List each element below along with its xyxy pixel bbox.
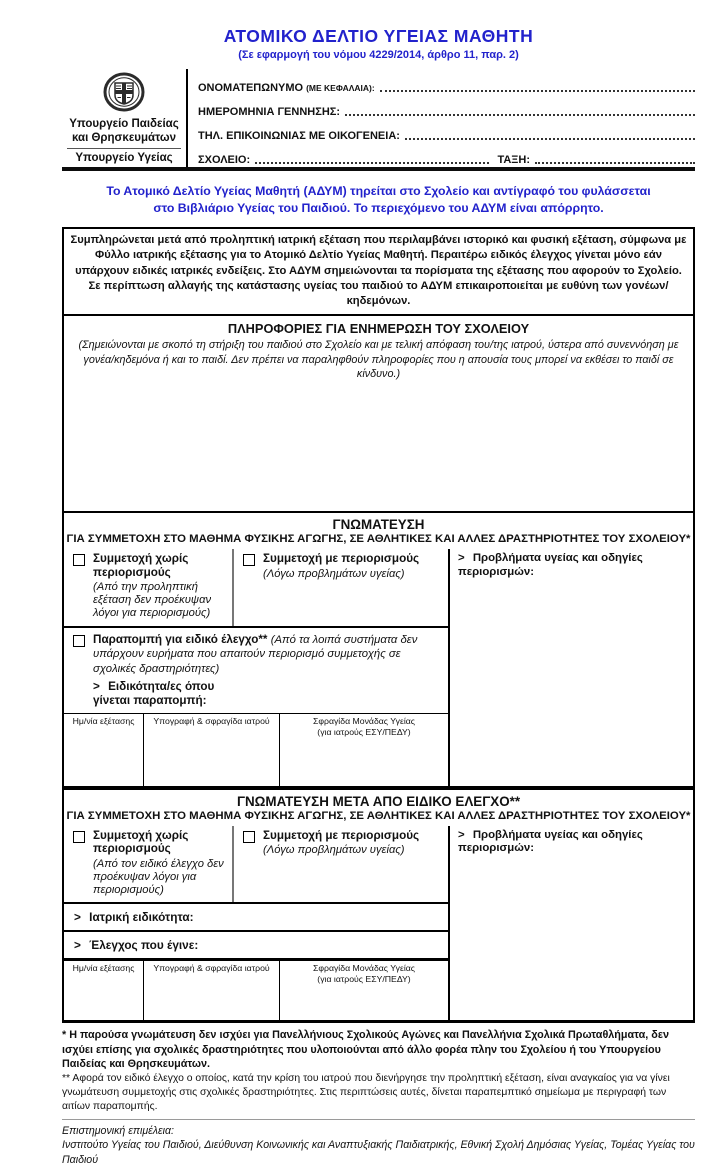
assessment1-problems-column xyxy=(448,549,693,786)
grade-label: ΤΑΞΗ: xyxy=(497,154,530,166)
phone-label: ΤΗΛ. ΕΠΙΚΟΙΝΩΝΙΑΣ ΜΕ ΟΙΚΟΓΕΝΕΙΑ: xyxy=(198,130,400,142)
school-label: ΣΧΟΛΕΙΟ: xyxy=(198,154,251,166)
signature-cell-date[interactable] xyxy=(64,714,144,786)
signature-cell-doctor[interactable] xyxy=(144,714,280,786)
hellenic-republic-emblem-icon xyxy=(98,70,150,116)
option2-with-restrictions-note: (Λόγω προβλημάτων υγείας) xyxy=(263,844,405,857)
school-info-title: ΠΛΗΡΟΦΟΡΙΕΣ ΓΙΑ ΕΝΗΜΕΡΩΣΗ ΤΟΥ ΣΧΟΛΕΙΟΥ xyxy=(227,321,530,337)
assessment1-option-row xyxy=(64,549,448,628)
sig2-stamp-header-line2: (για ιατρούς ΕΣΥ/ΠΕΔΥ) xyxy=(317,974,411,985)
birthdate-fill-line[interactable] xyxy=(345,104,695,116)
scientific-credit-label: Επιστημονική επιμέλεια: xyxy=(62,1124,174,1137)
problems-heading: > Προβλήματα υγείας και οδηγίες περιορισμών: xyxy=(458,552,643,578)
problems-writein-area[interactable] xyxy=(458,579,689,785)
sig-stamp-header-line1: Σφραγίδα Μονάδας Υγείας xyxy=(313,715,415,726)
school-info-section xyxy=(64,321,693,513)
sig-date-header: Ημ/νία εξέτασης xyxy=(72,715,135,726)
intro-instructions: Συμπληρώνεται μετά από προληπτική ιατρική εξέταση που περιλαμβάνει ιστορικό και φυσική εξέταση, σύμφωνα με Φύλλο ιατρικής εξέτασης για το Ατομικό Δελτίο Υγείας Μαθητή. Περαιτέρω ειδικός έλεγχος γίνεται μόνο εάν υπάρχουν ειδικές ιατρικές ενδείξεις. Στο ΑΔΥΜ σημειώνονται τα πορίσματα της εξέτασης που αφορούν το Σχολείο. Σε περίπτωση αλλαγής της κατάστασης υγείας του παιδιού το ΑΔΥΜ επικαιροποιείται με ευθύνη των γονέων/κηδεμόνων. xyxy=(64,229,693,316)
school-info-note: (Σημειώνονται με σκοπό τη στήριξη του παιδιού στο Σχολείο και με τελική απόφαση του/της ιατρού, ύστερα από συνεννόηση με γονέα/κηδεμόνα ή και το παιδί. Δεν πρέπει να παραληφθούν πληροφορίες που η απουσία τους μπορεί να εκθέσει το παιδί σε κίνδυνο.) xyxy=(78,339,679,380)
exam-performed-label: Έλεγχος που έγινε: xyxy=(89,938,199,953)
footnote-double-asterisk: ** Αφορά τον ειδικό έλεγχο ο οποίος, κατά την κρίση του ιατρού που διενήργησε την προληπτική εξέταση, είναι αναγκαίος για να γίνει γνωμάτευση συμμετοχής στις σχολικές δραστηριότητες. Στις περιπτώσεις αυτές, δίνεται παραπεμπτικό σημείωμα με περιγραφή των αιτίων παραπομπής. xyxy=(62,1073,670,1113)
checkbox-referral[interactable] xyxy=(73,635,85,647)
form-body-box xyxy=(62,227,695,1023)
ministry-education-label-line1: Υπουργείο Παιδείας xyxy=(69,118,179,130)
phone-fill-line[interactable] xyxy=(405,128,695,140)
specialty-heading-line2: γίνεται παραπομπή: xyxy=(93,694,207,708)
footnotes-block xyxy=(62,1028,695,1166)
checkbox2-no-restrictions[interactable] xyxy=(73,831,85,843)
checkbox-no-restrictions[interactable] xyxy=(73,554,85,566)
fullname-fill-line[interactable] xyxy=(380,80,695,92)
signature2-cell-stamp[interactable] xyxy=(280,961,448,1020)
ministry-health-label: Υπουργείο Υγείας xyxy=(75,152,173,165)
assessment2-option-row xyxy=(64,826,448,905)
law-reference-note: (Σε εφαρμογή του νόμου 4229/2014, άρθρο 11, παρ. 2) xyxy=(238,49,519,61)
referral-label: Παραπομπή για ειδικό έλεγχο** xyxy=(93,632,268,646)
grade-fill-line[interactable] xyxy=(535,152,695,164)
assessment2-title: ΓΝΩΜΑΤΕΥΣΗ ΜΕΤΑ ΑΠΟ ΕΙΔΙΚΟ ΕΛΕΓΧΟ** xyxy=(236,793,521,809)
option-with-restrictions-label: Συμμετοχή με περιορισμούς xyxy=(263,552,420,566)
assessment1-subtitle: ΓΙΑ ΣΥΜΜΕΤΟΧΗ ΣΤΟ ΜΑΘΗΜΑ ΦΥΣΙΚΗΣ ΑΓΩΓΗΣ, ΣΕ ΑΘΛΗΤΙΚΕΣ ΚΑΙ ΑΛΛΕΣ ΔΡΑΣΤΗΡΙΟΤΗΤΕΣ ΤΟΥ ΣΧΟΛΕΙΟΥ* xyxy=(66,533,691,546)
specialty-heading-line1: > Ειδικότητα/ες όπου xyxy=(93,679,215,693)
header-identity-block xyxy=(62,69,695,167)
scientific-credit-text: Ινστιτούτο Υγείας του Παιδιού, Διεύθυνση Κοινωνικής και Αναπτυξιακής Παιδιατρικής, Εθνική Σχολή Δημόσιας Υγείας, Τομέας Υγείας του Παιδιού xyxy=(62,1139,695,1166)
footnote-divider xyxy=(62,1119,695,1120)
sig-stamp-header-line2: (για ιατρούς ΕΣΥ/ΠΕΔΥ) xyxy=(317,726,411,737)
school-fill-line[interactable] xyxy=(255,152,489,164)
option2-no-restrictions xyxy=(64,826,234,903)
ministry-divider xyxy=(67,148,181,149)
ministry-education-label-line2: και Θρησκευμάτων xyxy=(71,132,177,145)
notice-line-1: Το Ατομικό Δελτίο Υγείας Μαθητή (ΑΔΥΜ) τηρείται στο Σχολείο και αντίγραφό του φυλάσσεται xyxy=(106,184,651,198)
signature-cell-stamp[interactable] xyxy=(280,714,448,786)
birthdate-row xyxy=(198,97,695,118)
school-row xyxy=(198,145,695,166)
confidentiality-notice xyxy=(62,183,695,216)
arrow-icon: > xyxy=(74,910,81,925)
arrow-icon: > xyxy=(93,679,100,693)
assessment1-options-block xyxy=(64,549,448,786)
arrow-icon: > xyxy=(458,828,465,841)
signature2-cell-doctor[interactable] xyxy=(144,961,280,1020)
sig2-doctor-header: Υπογραφή & σφραγίδα ιατρού xyxy=(153,963,270,974)
sig-doctor-header: Υπογραφή & σφραγίδα ιατρού xyxy=(153,715,270,726)
assessment-section xyxy=(64,517,693,790)
header-rule xyxy=(62,167,695,171)
signature2-cell-date[interactable] xyxy=(64,961,144,1020)
footnote-asterisk: * Η παρούσα γνωμάτευση δεν ισχύει για Πανελλήνιους Σχολικούς Αγώνες και Πανελλήνια Σχολικά Πρωταθλήματα, δεν ισχύει επίσης για σχολικές δραστηριότητες που υλοποιούνται από άλλο φορέα πλην του Σχολείου ή του Υπουργείου Παιδείας και Θρησκευμάτων. xyxy=(62,1029,669,1071)
fullname-label: ΟΝΟΜΑΤΕΠΩΝΥΜΟ xyxy=(198,82,304,94)
assessment1-title: ΓΝΩΜΑΤΕΥΣΗ xyxy=(332,517,425,533)
referral-note: (Από τα λοιπά συστήματα δεν υπάρχουν ευρήματα που απαιτούν περιορισμό συμμετοχής σε σχολικές δραστηριότητες) xyxy=(93,633,418,675)
exam-performed-row[interactable] xyxy=(64,932,448,960)
referral-row xyxy=(64,628,448,713)
page-title: ΑΤΟΜΙΚΟ ΔΕΛΤΙΟ ΥΓΕΙΑΣ ΜΑΘΗΤΗ xyxy=(223,26,534,46)
arrow-icon: > xyxy=(458,552,465,565)
arrow-icon: > xyxy=(74,938,81,953)
fullname-capitals-note: (ΜΕ ΚΕΦΑΛΑΙΑ): xyxy=(306,83,375,93)
sig2-date-header: Ημ/νία εξέτασης xyxy=(72,963,135,974)
signature-table xyxy=(64,713,448,786)
phone-row xyxy=(198,121,695,142)
student-fields xyxy=(188,69,695,167)
option-no-restrictions-note: (Από την προληπτική εξέταση δεν προέκυψαν λόγοι για περιορισμούς) xyxy=(93,581,212,620)
option2-no-restrictions-note: (Από τον ειδικό έλεγχο δεν προέκυψαν λόγοι για περιορισμούς) xyxy=(93,857,224,897)
assessment2-options-block xyxy=(64,826,448,1021)
medical-specialty-row[interactable] xyxy=(64,904,448,932)
sig2-stamp-header-line1: Σφραγίδα Μονάδας Υγείας xyxy=(313,963,415,974)
signature-table-2 xyxy=(64,960,448,1020)
assessment2-problems-column xyxy=(448,826,693,1021)
assessment-after-special-check-section xyxy=(64,794,693,1021)
problems2-heading: > Προβλήματα υγείας και οδηγίες περιορισμών: xyxy=(458,828,643,855)
medical-specialty-label: Ιατρική ειδικότητα: xyxy=(89,910,194,925)
adym-form-page xyxy=(62,0,695,1167)
option-with-restrictions-note: (Λόγω προβλημάτων υγείας) xyxy=(263,567,405,580)
assessment2-subtitle: ΓΙΑ ΣΥΜΜΕΤΟΧΗ ΣΤΟ ΜΑΘΗΜΑ ΦΥΣΙΚΗΣ ΑΓΩΓΗΣ, ΣΕ ΑΘΛΗΤΙΚΕΣ ΚΑΙ ΑΛΛΕΣ ΔΡΑΣΤΗΡΙΟΤΗΤΕΣ ΤΟΥ ΣΧΟΛΕΙΟΥ* xyxy=(66,809,691,822)
option-with-restrictions xyxy=(234,549,448,626)
birthdate-label: ΗΜΕΡΟΜΗΝΙΑ ΓΕΝΝΗΣΗΣ: xyxy=(198,106,341,118)
checkbox2-with-restrictions[interactable] xyxy=(243,831,255,843)
ministry-block xyxy=(62,69,188,167)
problems2-writein-area[interactable] xyxy=(458,856,689,1020)
option2-no-restrictions-label: Συμμετοχή χωρίς περιορισμούς xyxy=(93,828,189,856)
option2-with-restrictions xyxy=(234,826,448,903)
option2-with-restrictions-label: Συμμετοχή με περιορισμούς xyxy=(263,828,420,842)
school-info-writein-area[interactable] xyxy=(64,381,693,511)
option-no-restrictions xyxy=(64,549,234,626)
option-no-restrictions-label: Συμμετοχή χωρίς περιορισμούς xyxy=(93,552,189,579)
checkbox-with-restrictions[interactable] xyxy=(243,554,255,566)
fullname-row xyxy=(198,73,695,94)
notice-line-2: στο Βιβλιάριο Υγείας του Παιδιού. Το περιεχόμενο του ΑΔΥΜ είναι απόρρητο. xyxy=(153,200,604,215)
